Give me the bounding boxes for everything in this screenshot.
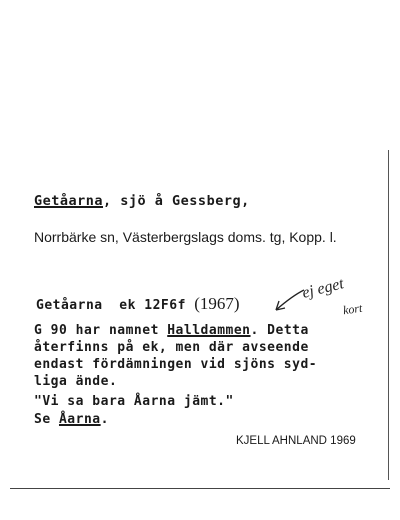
text-line-2: återfinns på ek, men där avseende	[34, 340, 309, 355]
reference-line	[36, 294, 240, 314]
card-bottom-edge	[10, 488, 390, 489]
text-line-1-name: Halldammen	[167, 323, 251, 338]
see-also-line	[34, 412, 109, 427]
quote-line: "Vi sa bara Åarna jämt."	[34, 394, 234, 409]
reference-year: (1967)	[194, 294, 240, 313]
handwritten-note-line1: ej eget	[300, 275, 346, 302]
card-heading	[34, 193, 250, 209]
signature: KJELL AHNLAND 1969	[236, 435, 356, 447]
text-line-1-post: . Detta	[250, 323, 309, 338]
reference-map: ek 12F6f	[119, 298, 186, 313]
reference-name: Getåarna	[36, 298, 103, 313]
see-also-pre: Se	[34, 412, 59, 427]
card-edge	[388, 150, 389, 480]
heading-name: Getåarna	[34, 193, 104, 209]
handwritten-note-line2: kort	[342, 300, 364, 318]
text-line-1	[34, 323, 309, 338]
parish-line: Norrbärke sn, Västerbergslags doms. tg, Kopp. l.	[34, 229, 337, 245]
text-line-4: liga ände.	[34, 374, 118, 389]
heading-rest: , sjö å Gessberg,	[103, 193, 250, 209]
see-also-name: Åarna	[58, 412, 101, 427]
text-line-3: endast fördämningen vid sjöns syd-	[34, 357, 318, 372]
see-also-post: .	[100, 412, 109, 427]
text-line-1-pre: G 90 har namnet	[34, 323, 168, 338]
